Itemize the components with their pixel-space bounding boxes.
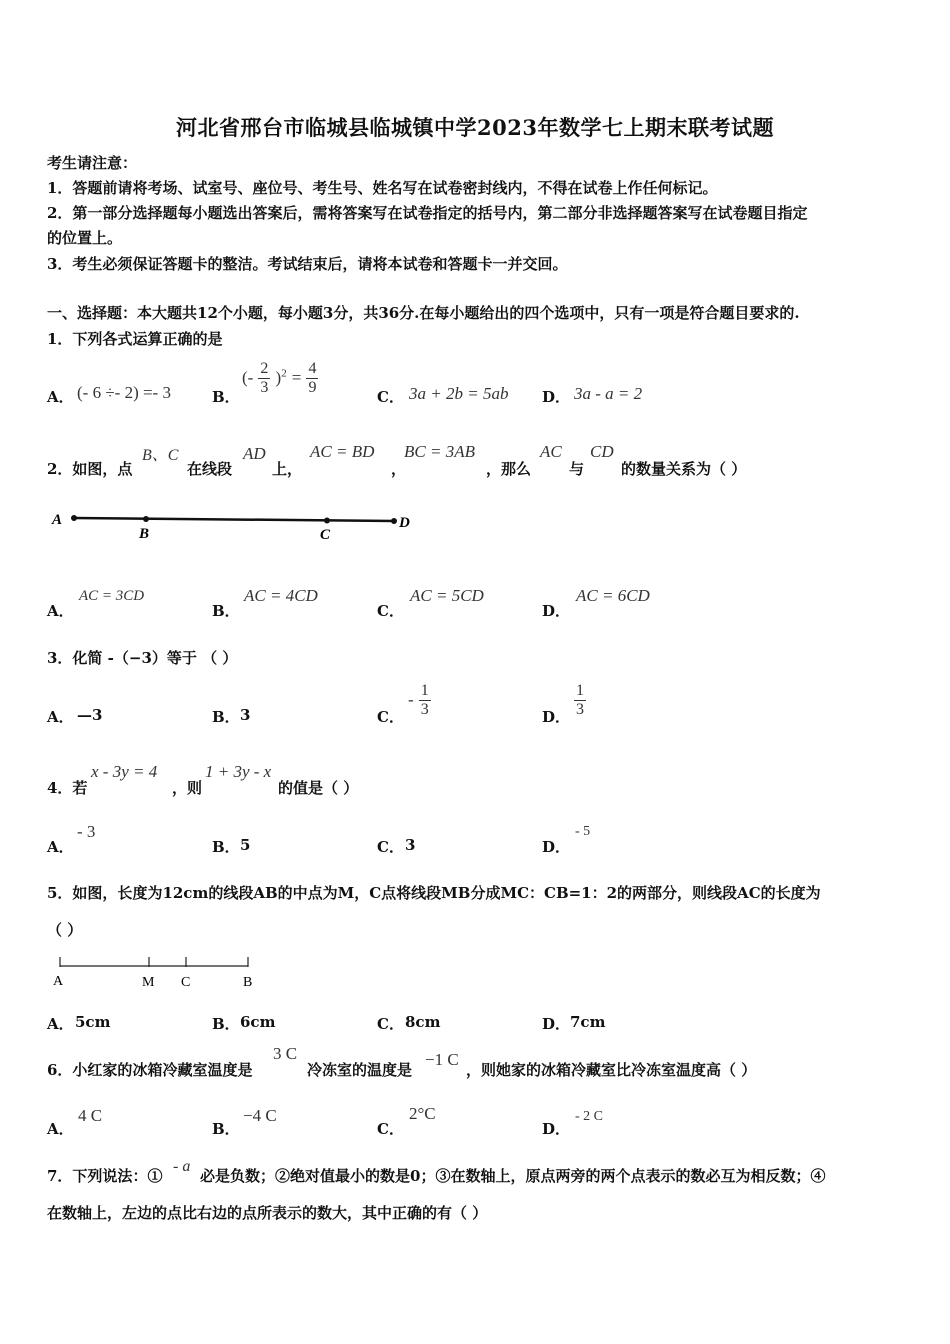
q5-label-b: B	[243, 975, 253, 990]
q6-option-d: - 2 C	[575, 1109, 603, 1124]
q2-segment-line	[74, 518, 395, 521]
q2-stem-3: 上，	[272, 460, 303, 478]
q4-option-d-label: D．	[542, 838, 571, 856]
q2-label-d: D	[399, 515, 410, 531]
q5-option-a-label: A．	[47, 1015, 74, 1033]
q1-option-d-label: D．	[542, 388, 571, 406]
q2-option-d-label: D．	[542, 602, 571, 620]
q2-points-bc: B、C	[142, 447, 179, 464]
notice-item-1: 1．答题前请将考场、试室号、座位号、考生号、姓名写在试卷密封线内，不得在试卷上作任何标记。	[47, 179, 718, 197]
q7-stem-1: 7．下列说法：①	[47, 1167, 163, 1185]
q1-option-c-label: C．	[377, 388, 404, 406]
q6-option-a-label: A．	[47, 1120, 74, 1138]
section-heading: 一、选择题：本大题共12个小题，每小题3分，共36分.在每小题给出的四个选项中，只有一项是符合题目要求的.	[47, 304, 800, 322]
q1-b-fraction-2: $\frac{4}{9}$	[308, 360, 317, 396]
q2-point-a	[71, 515, 77, 521]
q6-stem-1: 6．小红家的冰箱冷藏室温度是	[47, 1061, 253, 1079]
q1-option-c: 3a + 2b = 5ab	[409, 384, 509, 403]
q3-option-b: 3	[240, 706, 251, 724]
q1-option-a: (- 6 ÷- 2) =- 3	[77, 383, 171, 402]
q5-option-d-label: D．	[542, 1015, 571, 1033]
q2-option-a-label: A．	[47, 602, 74, 620]
q7-stem-2: 必是负数；②绝对值最小的数是0；③在数轴上，原点两旁的两个点表示的数必互为相反数；④	[200, 1167, 826, 1185]
q4-option-a: - 3	[77, 822, 96, 841]
q2-option-c: AC = 5CD	[410, 586, 484, 605]
q3-option-a: —3	[77, 706, 103, 724]
q7-stem-3: 在数轴上，左边的点比右边的点所表示的数大，其中正确的有（ ）	[47, 1204, 488, 1222]
q6-option-c-label: C．	[377, 1120, 404, 1138]
q4-stem-2: ，则	[172, 779, 203, 797]
notice-item-2: 2．第一部分选择题每小题选出答案后，需将答案写在试卷指定的括号内，第二部分非选择题答案写在试卷题目指定	[47, 204, 808, 222]
q5-label-c: C	[181, 975, 191, 990]
q2-condition-2: BC = 3AB	[404, 442, 475, 461]
q1-option-b-label: B．	[212, 388, 240, 406]
q2-condition-1: AC = BD	[310, 442, 375, 461]
q4-option-d: - 5	[575, 824, 591, 839]
notice-heading: 考生请注意：	[47, 154, 138, 172]
notice-item-2-cont: 的位置上。	[47, 229, 123, 247]
q6-option-c: 2°C	[409, 1104, 436, 1123]
q2-option-b-label: B．	[212, 602, 240, 620]
q3-d-fraction: $\frac{1}{3}$	[576, 682, 584, 718]
q2-label-b: B	[139, 526, 150, 542]
q4-option-a-label: A．	[47, 838, 74, 856]
q3-option-d-label: D．	[542, 708, 571, 726]
q6-option-b: −4 C	[243, 1106, 277, 1125]
q3-option-c	[408, 682, 431, 719]
q2-stem-1: 2．如图，点	[47, 460, 133, 478]
q6-fridge-temp: 3 C	[273, 1044, 298, 1063]
q2-point-b	[143, 516, 149, 522]
q4-option-c-label: C．	[377, 838, 404, 856]
q2-cd: CD	[590, 442, 614, 461]
q5-stem-1: 5．如图，长度为12cm的线段AB的中点为M，C点将线段MB分成MC：CB=1：2的两部分，则线段AC的长度为	[47, 884, 821, 902]
q5-option-d: 7cm	[570, 1013, 606, 1031]
q5-label-a: A	[53, 974, 64, 989]
q2-option-c-label: C．	[377, 602, 404, 620]
q7-expression: - a	[173, 1158, 191, 1175]
q2-option-b: AC = 4CD	[244, 586, 318, 605]
q5-stem-2: （ ）	[47, 921, 83, 939]
q5-option-c-label: C．	[377, 1015, 404, 1033]
q3-option-b-label: B．	[212, 708, 240, 726]
q4-expression: 1 + 3y - x	[205, 762, 272, 781]
q5-option-b-label: B．	[212, 1015, 240, 1033]
q6-freezer-temp: −1 C	[425, 1050, 459, 1069]
q2-stem-5: ，那么	[486, 460, 532, 478]
q3-option-a-label: A．	[47, 708, 74, 726]
q4-option-b: 5	[240, 836, 251, 854]
q3-stem: 3．化简 -（−3）等于 （ ）	[47, 649, 238, 667]
q4-option-b-label: B．	[212, 838, 240, 856]
q2-stem-4: ，	[391, 460, 407, 478]
q5-option-c: 8cm	[405, 1013, 441, 1031]
q3-c-sign: -	[408, 690, 414, 709]
q6-stem-2: 冷冻室的温度是	[307, 1061, 413, 1079]
q4-option-c: 3	[405, 836, 416, 854]
q2-point-d	[391, 518, 397, 524]
q1-option-a-label: A．	[47, 388, 74, 406]
q1-b-fraction-1: $\frac{2}{3}$	[260, 360, 269, 396]
q2-point-c	[324, 518, 330, 524]
q6-stem-3: ，则她家的冰箱冷藏室比冷冻室温度高（ ）	[466, 1061, 757, 1079]
q1-b-exponent: 2	[281, 367, 287, 380]
q5-option-a: 5cm	[75, 1013, 111, 1031]
q6-option-b-label: B．	[212, 1120, 240, 1138]
q4-stem-3: 的值是（ ）	[278, 779, 359, 797]
q2-stem-6: 与	[569, 460, 585, 478]
q1-b-eq: =	[291, 368, 302, 387]
q6-option-d-label: D．	[542, 1120, 571, 1138]
q1-b-paren: )	[275, 368, 282, 387]
q6-option-a: 4 C	[78, 1106, 103, 1125]
q2-option-a: AC = 3CD	[79, 588, 145, 604]
q1-option-d: 3a - a = 2	[574, 384, 643, 403]
q2-option-d: AC = 6CD	[576, 586, 650, 605]
q2-label-a: A	[52, 512, 63, 528]
q4-stem-1: 4．若	[47, 779, 88, 797]
q5-figure	[48, 952, 263, 992]
q3-option-d	[574, 682, 586, 719]
q3-c-fraction: $\frac{1}{3}$	[420, 682, 429, 718]
q1-option-b	[242, 360, 318, 397]
q2-ac: AC	[540, 442, 562, 461]
q2-stem-7: 的数量关系为（ ）	[621, 460, 747, 478]
q2-label-c: C	[320, 527, 331, 543]
page-title: 河北省邢台市临城县临城镇中学2023年数学七上期末联考试题	[176, 115, 774, 140]
q4-condition: x - 3y = 4	[91, 762, 158, 781]
q5-label-m: M	[142, 975, 155, 990]
q3-option-c-label: C．	[377, 708, 404, 726]
q1-stem: 1．下列各式运算正确的是	[47, 330, 223, 348]
q1-b-prefix: (-	[242, 368, 254, 387]
q2-segment-ad: AD	[243, 444, 266, 463]
notice-item-3: 3．考生必须保证答题卡的整洁。考试结束后，请将本试卷和答题卡一并交回。	[47, 255, 568, 273]
q2-stem-2: 在线段	[187, 460, 233, 478]
q5-option-b: 6cm	[240, 1013, 276, 1031]
q2-figure	[40, 505, 430, 545]
